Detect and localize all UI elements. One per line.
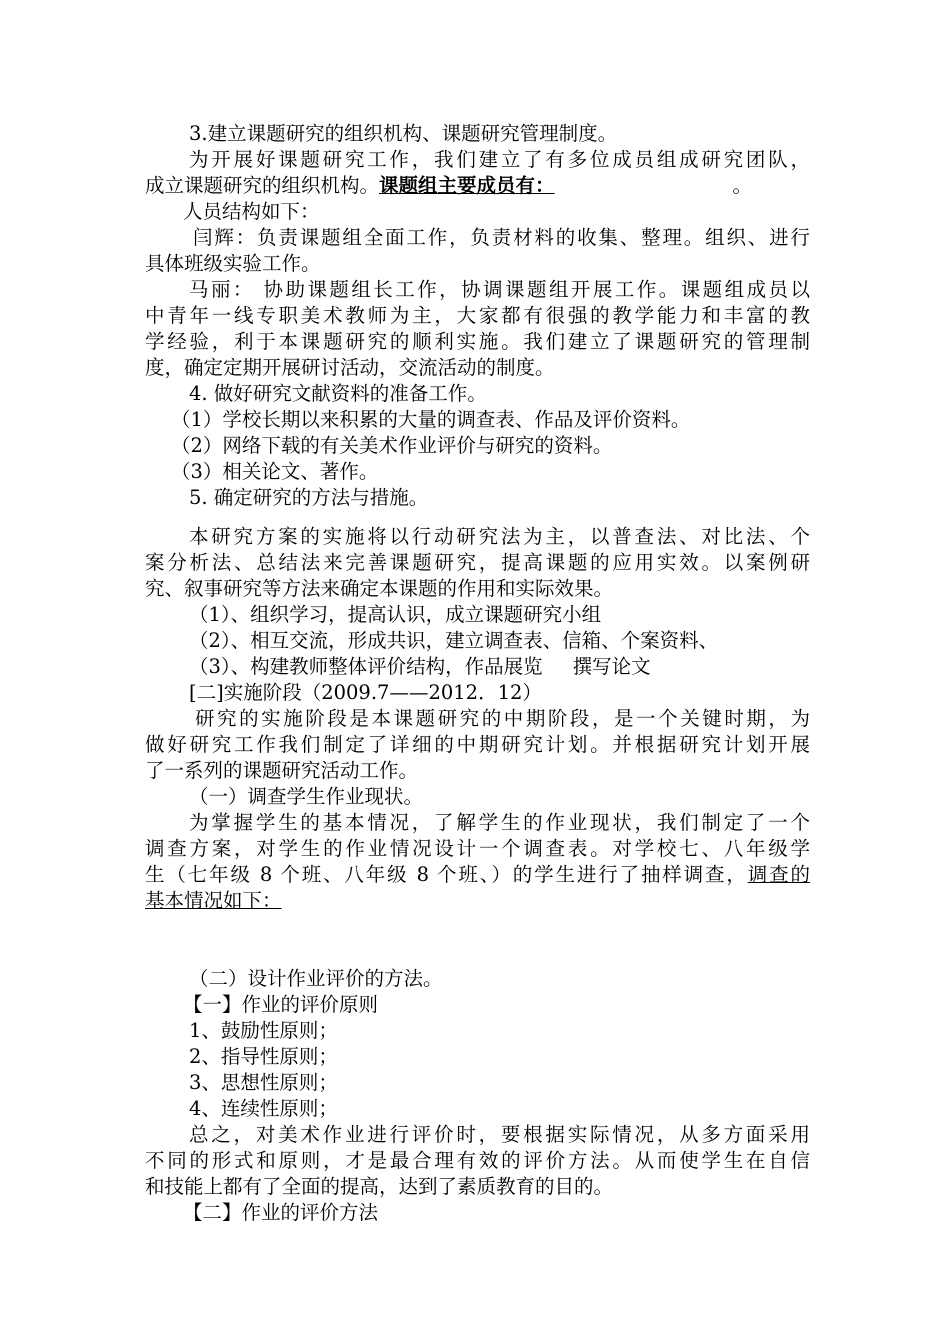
paragraph-line xyxy=(145,199,810,225)
subheading xyxy=(145,966,810,992)
text: 本研究方案的实施将以行动研究法为主，以普查法、对比法、个 xyxy=(189,525,810,548)
text: 5. 确定研究的方法与措施。 xyxy=(189,486,429,509)
text: 具体班级实验工作。 xyxy=(145,252,321,275)
section-heading xyxy=(145,680,810,706)
text: 和技能上都有了全面的提高，达到了素质教育的目的。 xyxy=(145,1175,614,1198)
paragraph-line xyxy=(145,862,810,888)
paragraph-line xyxy=(145,758,810,784)
paragraph-line xyxy=(145,1148,810,1174)
subheading xyxy=(145,1200,810,1226)
text: （1）、组织学习，提高认识，成立课题研究小组 xyxy=(189,603,602,626)
paragraph-line xyxy=(145,836,810,862)
text: （2）网络下载的有关美术作业评价与研究的资料。 xyxy=(171,434,613,457)
list-item xyxy=(145,602,810,628)
paragraph-line xyxy=(145,550,810,576)
underlined-text: 调查的 xyxy=(747,863,810,886)
heading-3 xyxy=(145,121,810,147)
paragraph-line xyxy=(145,355,810,381)
subheading xyxy=(145,992,810,1018)
text: 3.建立课题研究的组织机构、课题研究管理制度。 xyxy=(189,122,618,145)
list-item xyxy=(145,1018,810,1044)
paragraph-line xyxy=(145,1174,810,1200)
text: （1）学校长期以来积累的大量的调查表、作品及评价资料。 xyxy=(171,408,691,431)
paragraph-line xyxy=(145,277,810,303)
text: 中青年一线专职美术教师为主，大家都有很强的教学能力和丰富的教 xyxy=(145,304,810,327)
text: （3）、构建教师整体评价结构，作品展览 xyxy=(189,655,543,678)
list-item xyxy=(145,1096,810,1122)
members-label xyxy=(379,174,641,197)
text: 【一】作业的评价原则 xyxy=(183,993,379,1016)
text: 度，确定定期开展研讨活动，交流活动的制度。 xyxy=(145,356,555,379)
text: 3、思想性原则； xyxy=(189,1071,338,1094)
paragraph-line xyxy=(145,706,810,732)
text: 闫辉：负责课题组全面工作，负责材料的收集、整理。组织、进行 xyxy=(193,226,810,249)
text: 生（七年级 8 个班、八年级 8 个班、）的学生进行了抽样调查， xyxy=(145,863,748,886)
text: 为开展好课题研究工作，我们建立了有多位成员组成研究团队， xyxy=(189,148,810,171)
list-item xyxy=(145,1070,810,1096)
paragraph-line xyxy=(145,303,810,329)
text: 案分析法、总结法来完善课题研究，提高课题的应用实效。以案例研 xyxy=(145,551,810,574)
text: 马丽： 协助课题组长工作，协调课题组开展工作。课题组成员以 xyxy=(189,278,810,301)
paragraph-line xyxy=(145,576,810,602)
paragraph-line xyxy=(145,225,810,251)
subheading xyxy=(145,784,810,810)
text: [二]实施阶段（2009.7——2012．12） xyxy=(189,681,542,704)
paragraph-line xyxy=(145,147,810,173)
list-item xyxy=(145,459,810,485)
paragraph-line xyxy=(145,1122,810,1148)
text: 撰写论文 xyxy=(572,655,651,678)
text: 成立课题研究的组织机构。 xyxy=(145,174,380,197)
paragraph-line xyxy=(145,888,810,914)
list-item xyxy=(145,407,810,433)
text: 人员结构如下： xyxy=(183,200,320,223)
text: 学经验，利于本课题研究的顺利实施。我们建立了课题研究的管理制 xyxy=(145,330,810,353)
paragraph-line xyxy=(145,173,810,199)
text: 做好研究工作我们制定了详细的中期研究计划。并根据研究计划开展 xyxy=(145,733,810,756)
text: 总之，对美术作业进行评价时，要根据实际情况，从多方面采用 xyxy=(189,1123,810,1146)
text: 调查方案，对学生的作业情况设计一个调查表。对学校七、八年级学 xyxy=(145,837,810,860)
text: 【二】作业的评价方法 xyxy=(183,1201,379,1224)
text: 了一系列的课题研究活动工作。 xyxy=(145,759,419,782)
list-item xyxy=(145,433,810,459)
text: 4、连续性原则； xyxy=(189,1097,338,1120)
text: （3）相关论文、著作。 xyxy=(171,460,379,483)
list-item xyxy=(145,1044,810,1070)
text: （一）调查学生作业现状。 xyxy=(189,785,424,808)
text: 4. 做好研究文献资料的准备工作。 xyxy=(189,382,487,405)
paragraph-line xyxy=(145,732,810,758)
list-item xyxy=(145,654,810,680)
text: 不同的形式和原则，才是最合理有效的评价方法。从而使学生在自信 xyxy=(145,1149,810,1172)
underlined-text: 基本情况如下： xyxy=(145,889,282,912)
text: （二）设计作业评价的方法。 xyxy=(189,967,443,990)
paragraph-line xyxy=(145,329,810,355)
text: 究、叙事研究等方法来确定本课题的作用和实际效果。 xyxy=(145,577,614,600)
text: 研究的实施阶段是本课题研究的中期阶段，是一个关键时期，为 xyxy=(195,707,810,730)
text: 1、鼓励性原则； xyxy=(189,1019,338,1042)
text: 2、指导性原则； xyxy=(189,1045,338,1068)
heading-4 xyxy=(145,381,810,407)
paragraph-line xyxy=(145,524,810,550)
text: 为掌握学生的基本情况，了解学生的作业现状，我们制定了一个 xyxy=(189,811,810,834)
paragraph-line xyxy=(145,810,810,836)
text: 。 xyxy=(732,174,753,197)
heading-5 xyxy=(145,485,810,511)
text: （2）、相互交流，形成共识，建立调查表、信箱、个案资料、 xyxy=(189,629,719,652)
list-item xyxy=(145,628,810,654)
text: 课题组主要成员有： xyxy=(379,174,555,197)
paragraph-line xyxy=(145,251,810,277)
